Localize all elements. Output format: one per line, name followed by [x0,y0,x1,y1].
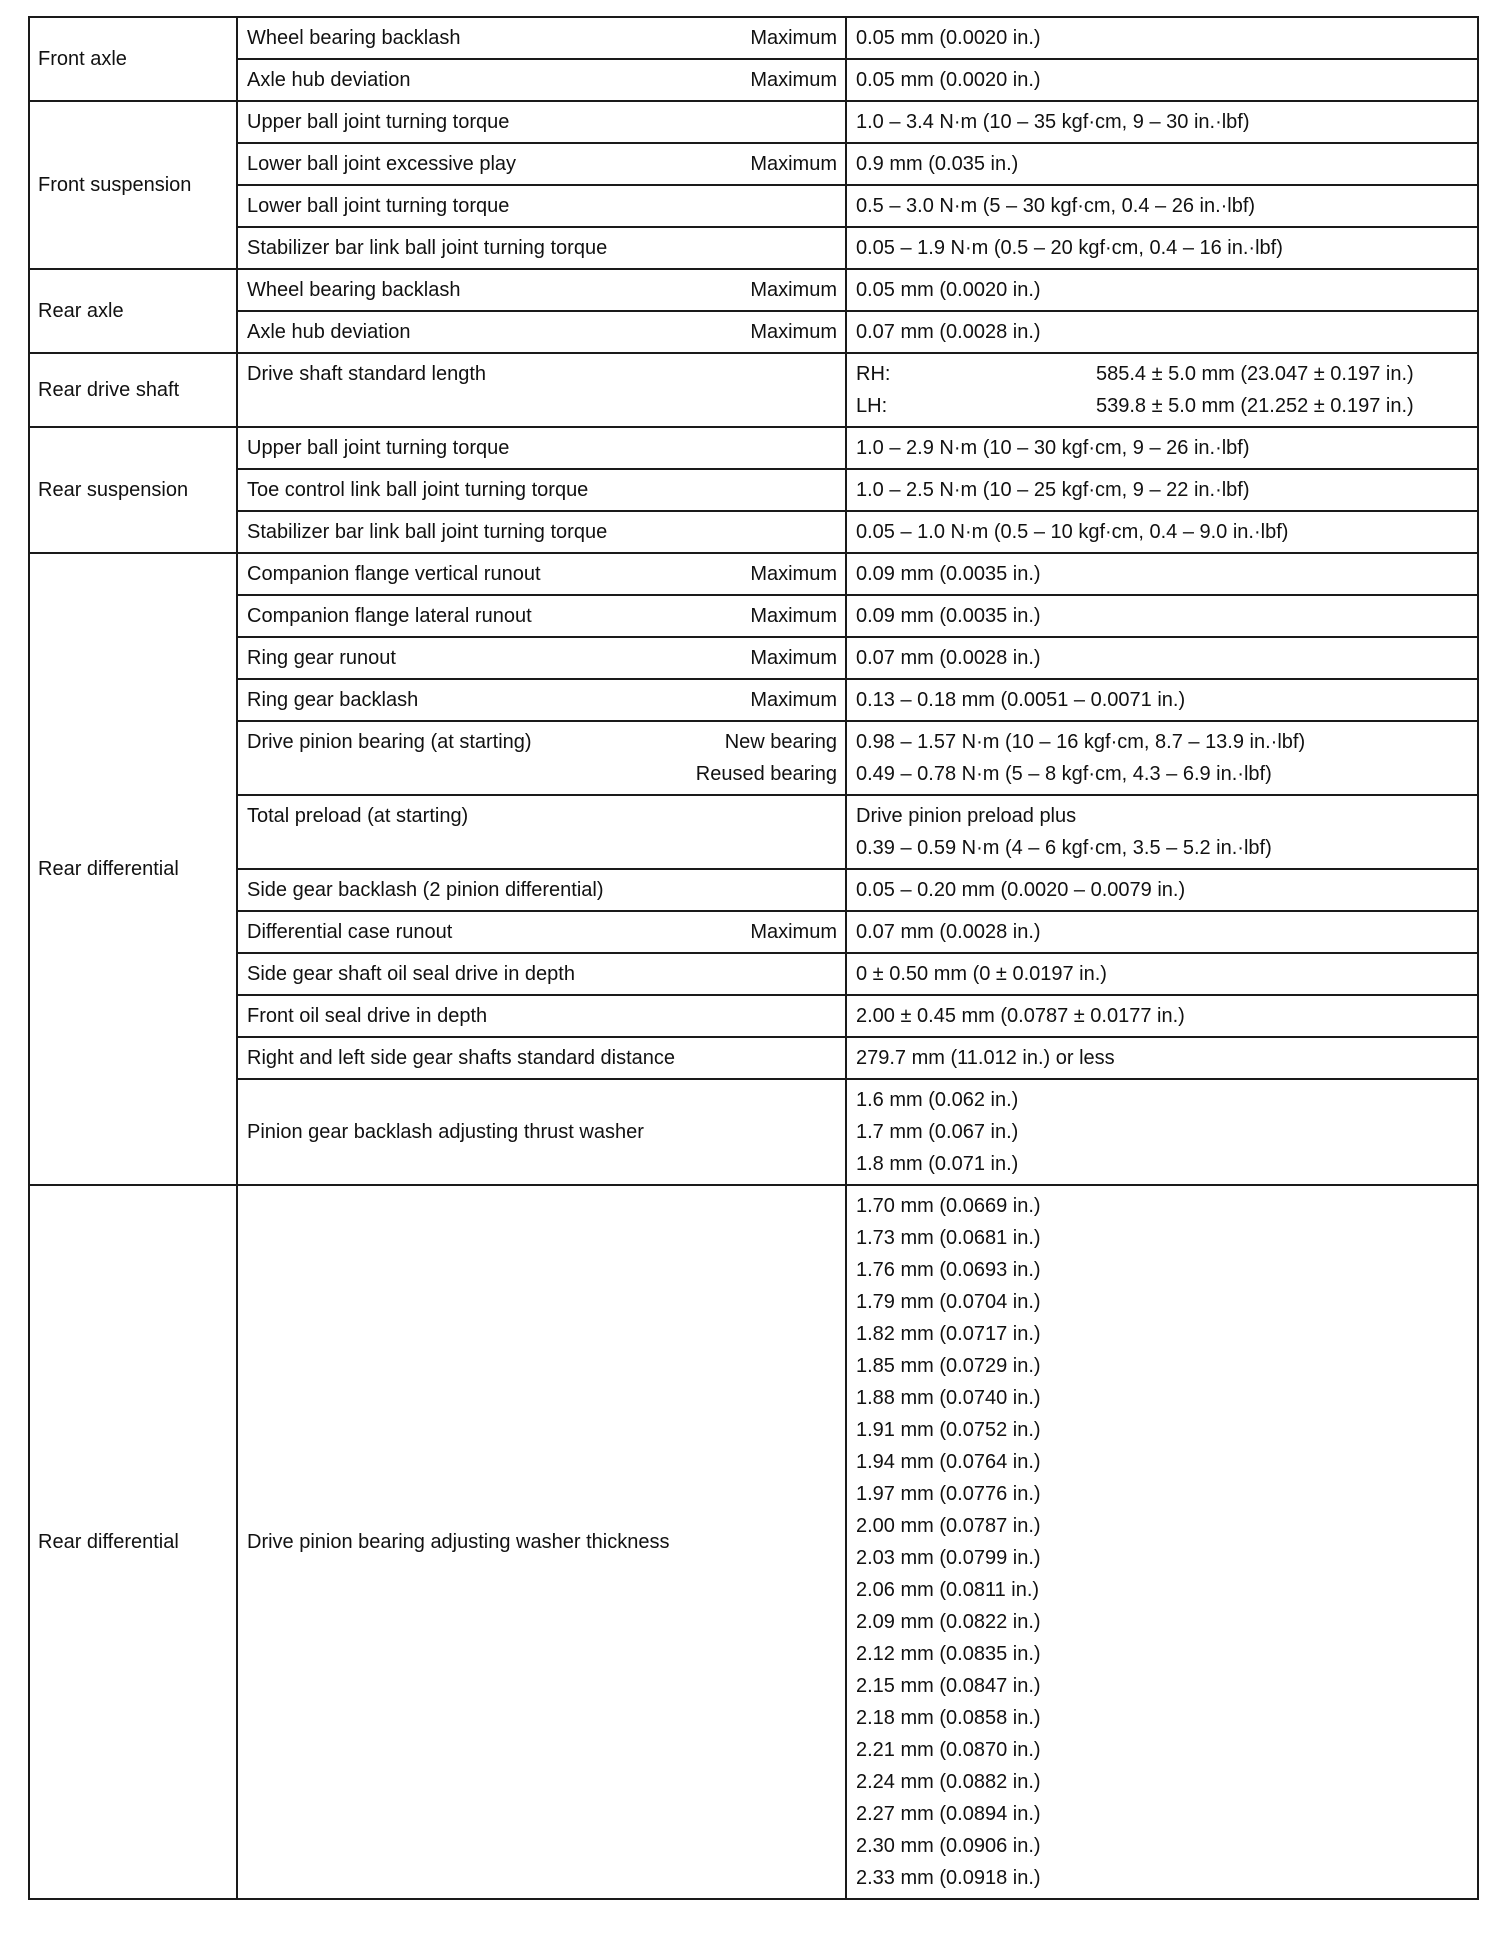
table-row [29,311,1478,353]
value-line: 2.33 mm (0.0918 in.) [856,1867,1041,1889]
value-cell [846,101,1478,143]
group-name-rear-differential: Rear differential [29,553,237,1185]
item-line [247,874,837,906]
value-cell [846,511,1478,553]
value-cell [846,185,1478,227]
table-row [29,553,1478,595]
item-qualifier: Maximum [750,563,837,585]
item-line [247,274,837,306]
item-qualifier: Maximum [750,689,837,711]
value-cell [846,269,1478,311]
value-line: 1.91 mm (0.0752 in.) [856,1419,1041,1441]
value-line: 2.15 mm (0.0847 in.) [856,1675,1041,1697]
item-cell [237,721,846,795]
item-cell [237,1037,846,1079]
side-key: RH: [856,363,891,385]
item-line [247,1000,837,1032]
item-label: Side gear shaft oil seal drive in depth [247,963,575,985]
item-cell [237,101,846,143]
group-name-front-axle: Front axle [29,17,237,101]
item-line [247,64,837,96]
item-line [247,316,837,348]
group-name-rear-suspension: Rear suspension [29,427,237,553]
group-name-rear-differential: Rear differential [29,1185,237,1899]
item-line [247,726,837,758]
side-val: 585.4 ± 5.0 mm (23.047 ± 0.197 in.) [1096,363,1414,385]
item-label: Companion flange vertical runout [247,563,541,585]
value-cell [846,353,1478,427]
table-row [29,1079,1478,1185]
item-line [247,106,837,138]
item-cell [237,311,846,353]
item-line [247,558,837,590]
value-cell [846,1185,1478,1899]
item-qualifier: Maximum [750,321,837,343]
item-qualifier: Maximum [750,153,837,175]
value-cell [846,679,1478,721]
value-line: Drive pinion preload plus [856,805,1077,827]
value-line: 1.88 mm (0.0740 in.) [856,1387,1041,1409]
item-label: Lower ball joint turning torque [247,195,510,217]
value-line: 0.09 mm (0.0035 in.) [856,563,1041,585]
item-label: Axle hub deviation [247,321,411,343]
item-cell [237,953,846,995]
value-line: 1.85 mm (0.0729 in.) [856,1355,1041,1377]
table-row [29,795,1478,869]
value-line: 2.18 mm (0.0858 in.) [856,1707,1041,1729]
value-cell [846,311,1478,353]
item-qualifier: Maximum [750,69,837,91]
item-qualifier: New bearing [724,731,837,753]
item-label: Total preload (at starting) [247,805,469,827]
item-qualifier: Maximum [750,27,837,49]
item-cell [237,427,846,469]
item-label: Differential case runout [247,921,453,943]
item-qualifier: Maximum [750,279,837,301]
value-line: 0.07 mm (0.0028 in.) [856,647,1041,669]
item-label: Wheel bearing backlash [247,27,461,49]
value-line: 2.09 mm (0.0822 in.) [856,1611,1041,1633]
item-cell [237,679,846,721]
value-cell [846,1037,1478,1079]
side-value [856,390,1469,422]
value-line: 0 ± 0.50 mm (0 ± 0.0197 in.) [856,963,1107,985]
item-line [247,684,837,716]
item-cell [237,553,846,595]
value-line: 2.06 mm (0.0811 in.) [856,1579,1040,1601]
value-cell [846,553,1478,595]
item-line [247,474,837,506]
value-line: 2.03 mm (0.0799 in.) [856,1547,1041,1569]
value-cell [846,59,1478,101]
value-line: 1.73 mm (0.0681 in.) [856,1227,1041,1249]
table-row [29,59,1478,101]
item-line [247,148,837,180]
value-line: 0.05 mm (0.0020 in.) [856,69,1041,91]
value-line: 1.76 mm (0.0693 in.) [856,1259,1041,1281]
table-row [29,469,1478,511]
value-cell [846,869,1478,911]
side-key: LH: [856,395,888,417]
value-line: 1.0 – 2.9 N·m (10 – 30 kgf·cm, 9 – 26 in.·lbf) [856,437,1250,459]
item-cell [237,1079,846,1185]
item-label: Lower ball joint excessive play [247,153,517,175]
item-line [247,1526,837,1558]
value-line: 1.70 mm (0.0669 in.) [856,1195,1041,1217]
item-cell [237,59,846,101]
item-line [247,800,837,832]
item-cell [237,17,846,59]
item-cell [237,511,846,553]
item-qualifier: Maximum [750,605,837,627]
value-cell [846,143,1478,185]
item-label: Toe control link ball joint turning torque [247,479,589,501]
item-qualifier: Maximum [750,921,837,943]
table-row [29,101,1478,143]
value-line: 2.27 mm (0.0894 in.) [856,1803,1041,1825]
value-cell [846,227,1478,269]
item-label: Stabilizer bar link ball joint turning torque [247,521,608,543]
value-cell [846,17,1478,59]
table-row [29,227,1478,269]
item-qualifier: Maximum [750,647,837,669]
table-row [29,595,1478,637]
value-line: 0.07 mm (0.0028 in.) [856,921,1041,943]
value-line: 0.05 – 1.0 N·m (0.5 – 10 kgf·cm, 0.4 – 9.0 in.·lbf) [856,521,1289,543]
value-line: 1.6 mm (0.062 in.) [856,1089,1019,1111]
value-line: 0.05 – 0.20 mm (0.0020 – 0.0079 in.) [856,879,1186,901]
table-row [29,995,1478,1037]
table-row [29,911,1478,953]
item-line [247,758,837,790]
item-line [247,22,837,54]
table-row [29,427,1478,469]
value-line: 2.12 mm (0.0835 in.) [856,1643,1041,1665]
value-line: 0.05 mm (0.0020 in.) [856,27,1041,49]
item-line [247,958,837,990]
item-line [247,1116,837,1148]
value-line: 279.7 mm (11.012 in.) or less [856,1047,1115,1069]
value-line: 0.98 – 1.57 N·m (10 – 16 kgf·cm, 8.7 – 13.9 in.·lbf) [856,731,1306,753]
table-row [29,1037,1478,1079]
value-line: 2.24 mm (0.0882 in.) [856,1771,1041,1793]
value-line: 1.8 mm (0.071 in.) [856,1153,1019,1175]
table-row [29,185,1478,227]
value-line: 1.7 mm (0.067 in.) [856,1121,1019,1143]
item-cell [237,185,846,227]
item-label: Right and left side gear shafts standard distance [247,1047,676,1069]
table-row [29,353,1478,427]
table-row [29,143,1478,185]
item-cell [237,869,846,911]
table-row [29,17,1478,59]
item-cell [237,353,846,427]
item-cell [237,995,846,1037]
value-line: 0.09 mm (0.0035 in.) [856,605,1041,627]
item-cell [237,269,846,311]
item-cell [237,595,846,637]
value-cell [846,637,1478,679]
group-name-front-suspension: Front suspension [29,101,237,269]
value-line: 0.05 – 1.9 N·m (0.5 – 20 kgf·cm, 0.4 – 16 in.·lbf) [856,237,1283,259]
table-row [29,511,1478,553]
group-name-rear-drive-shaft: Rear drive shaft [29,353,237,427]
item-cell [237,143,846,185]
value-cell [846,795,1478,869]
value-cell [846,427,1478,469]
item-cell [237,795,846,869]
item-qualifier: Reused bearing [695,763,837,785]
item-label: Axle hub deviation [247,69,411,91]
value-line: 1.79 mm (0.0704 in.) [856,1291,1041,1313]
spec-table-body [29,17,1478,1899]
spec-table [28,16,1479,1900]
item-cell [237,469,846,511]
item-line [247,600,837,632]
item-label: Companion flange lateral runout [247,605,532,627]
item-label: Front oil seal drive in depth [247,1005,488,1027]
value-cell [846,721,1478,795]
value-cell [846,469,1478,511]
value-line: 1.0 – 3.4 N·m (10 – 35 kgf·cm, 9 – 30 in.·lbf) [856,111,1250,133]
group-name-rear-axle: Rear axle [29,269,237,353]
value-line: 2.00 ± 0.45 mm (0.0787 ± 0.0177 in.) [856,1005,1185,1027]
value-line: 2.21 mm (0.0870 in.) [856,1739,1041,1761]
value-cell [846,911,1478,953]
item-label: Drive shaft standard length [247,363,487,385]
item-line [247,516,837,548]
item-line [247,432,837,464]
value-line: 2.30 mm (0.0906 in.) [856,1835,1041,1857]
value-line: 1.82 mm (0.0717 in.) [856,1323,1041,1345]
item-cell [237,1185,846,1899]
item-label: Upper ball joint turning torque [247,437,510,459]
item-label: Drive pinion bearing adjusting washer thickness [247,1531,670,1553]
item-label: Pinion gear backlash adjusting thrust washer [247,1121,644,1143]
item-label: Side gear backlash (2 pinion differential) [247,879,604,901]
value-cell [846,953,1478,995]
table-row [29,721,1478,795]
value-cell [846,595,1478,637]
table-row [29,869,1478,911]
item-cell [237,227,846,269]
value-cell [846,995,1478,1037]
table-row [29,679,1478,721]
value-line: 0.49 – 0.78 N·m (5 – 8 kgf·cm, 4.3 – 6.9 in.·lbf) [856,763,1272,785]
item-line [247,358,837,390]
value-line: 2.00 mm (0.0787 in.) [856,1515,1041,1537]
item-label: Ring gear backlash [247,689,419,711]
item-label: Drive pinion bearing (at starting) [247,731,532,753]
table-row [29,269,1478,311]
table-row [29,953,1478,995]
side-value [856,358,1469,390]
item-cell [237,637,846,679]
table-row [29,637,1478,679]
item-label: Upper ball joint turning torque [247,111,510,133]
item-line [247,642,837,674]
value-line: 0.05 mm (0.0020 in.) [856,279,1041,301]
value-line: 0.13 – 0.18 mm (0.0051 – 0.0071 in.) [856,689,1186,711]
item-line [247,232,837,264]
item-line [247,190,837,222]
value-line: 1.0 – 2.5 N·m (10 – 25 kgf·cm, 9 – 22 in.·lbf) [856,479,1250,501]
item-cell [237,911,846,953]
item-label: Wheel bearing backlash [247,279,461,301]
value-line: 1.97 mm (0.0776 in.) [856,1483,1041,1505]
value-line: 0.39 – 0.59 N·m (4 – 6 kgf·cm, 3.5 – 5.2 in.·lbf) [856,837,1272,859]
item-line [247,1042,837,1074]
table-row [29,1185,1478,1899]
item-line [247,916,837,948]
value-line: 0.9 mm (0.035 in.) [856,153,1019,175]
item-label: Stabilizer bar link ball joint turning torque [247,237,608,259]
value-line: 0.5 – 3.0 N·m (5 – 30 kgf·cm, 0.4 – 26 in.·lbf) [856,195,1256,217]
value-line: 1.94 mm (0.0764 in.) [856,1451,1041,1473]
value-cell [846,1079,1478,1185]
item-label: Ring gear runout [247,647,396,669]
side-val: 539.8 ± 5.0 mm (21.252 ± 0.197 in.) [1096,395,1414,417]
value-line: 0.07 mm (0.0028 in.) [856,321,1041,343]
